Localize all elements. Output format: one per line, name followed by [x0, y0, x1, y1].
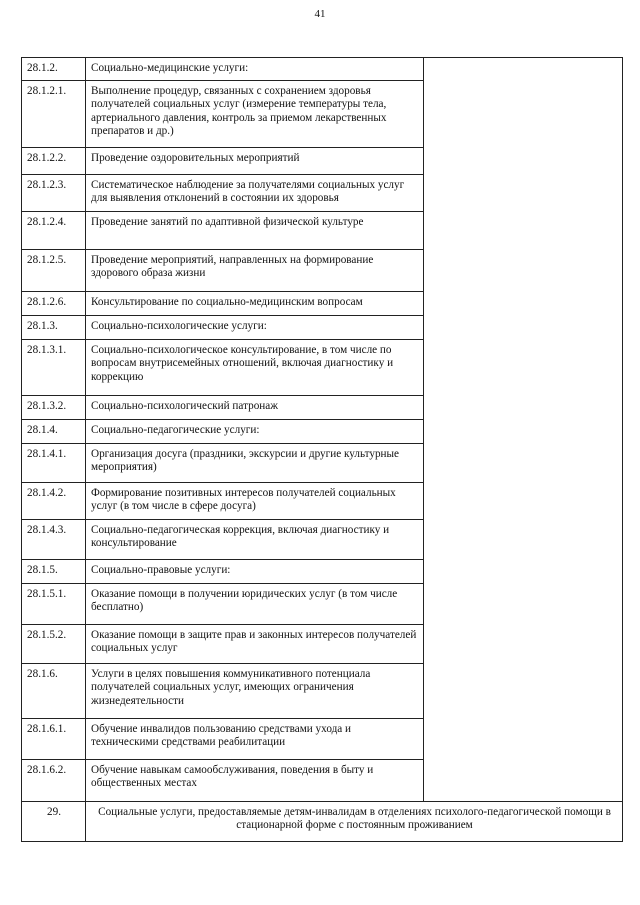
row-code: 28.1.3.1. — [22, 340, 86, 396]
row-code: 28.1.2.3. — [22, 175, 86, 212]
row-text: Социально-педагогические услуги: — [86, 420, 424, 444]
row-text: Социально-медицинские услуги: — [86, 58, 424, 81]
row-text: Оказание помощи в защите прав и законных интересов получателей социальных услуг — [86, 625, 424, 664]
row-text: Социально-психологический патронаж — [86, 396, 424, 420]
row-text: Социально-психологическое консультирование, в том числе по вопросам внутрисемейных отношений, включая диагностику и коррекцию — [86, 340, 424, 396]
row-code: 28.1.5.2. — [22, 625, 86, 664]
row-code: 28.1.2. — [22, 58, 86, 81]
section-code: 29. — [22, 802, 86, 842]
table-row — [22, 58, 623, 81]
row-code: 28.1.2.6. — [22, 292, 86, 316]
section-title: Социальные услуги, предоставляемые детям-инвалидам в отделениях психолого-педагогической помощи в стационарной форме с постоянным проживанием — [86, 802, 623, 842]
row-text: Проведение занятий по адаптивной физической культуре — [86, 212, 424, 250]
row-code: 28.1.4.1. — [22, 444, 86, 483]
row-text: Социально-педагогическая коррекция, включая диагностику и консультирование — [86, 520, 424, 560]
row-text: Социально-психологические услуги: — [86, 316, 424, 340]
row-text: Формирование позитивных интересов получателей социальных услуг (в том числе в сфере досуга) — [86, 483, 424, 520]
services-table — [21, 57, 623, 842]
row-text: Выполнение процедур, связанных с сохранением здоровья получателей социальных услуг (измерение температуры тела, артериального давления, контроль за приемом лекарственных препаратов и др.) — [86, 81, 424, 148]
row-code: 28.1.2.4. — [22, 212, 86, 250]
row-text: Организация досуга (праздники, экскурсии и другие культурные мероприятия) — [86, 444, 424, 483]
row-code: 28.1.4. — [22, 420, 86, 444]
row-code: 28.1.6.2. — [22, 760, 86, 802]
row-text: Социально-правовые услуги: — [86, 560, 424, 584]
row-code: 28.1.2.2. — [22, 148, 86, 175]
row-code: 28.1.3. — [22, 316, 86, 340]
row-text: Услуги в целях повышения коммуникативного потенциала получателей социальных услуг, имеющих ограничения жизнедеятельности — [86, 664, 424, 719]
row-code: 28.1.4.3. — [22, 520, 86, 560]
row-code: 28.1.6.1. — [22, 719, 86, 760]
row-code: 28.1.4.2. — [22, 483, 86, 520]
section-row — [22, 802, 623, 842]
row-text: Консультирование по социально-медицинским вопросам — [86, 292, 424, 316]
row-text: Проведение оздоровительных мероприятий — [86, 148, 424, 175]
row-text: Оказание помощи в получении юридических услуг (в том числе бесплатно) — [86, 584, 424, 625]
row-text: Проведение мероприятий, направленных на формирование здорового образа жизни — [86, 250, 424, 292]
row-text: Обучение навыкам самообслуживания, поведения в быту и общественных местах — [86, 760, 424, 802]
row-code: 28.1.6. — [22, 664, 86, 719]
row-code: 28.1.2.1. — [22, 81, 86, 148]
row-code: 28.1.3.2. — [22, 396, 86, 420]
empty-column — [424, 58, 623, 802]
row-text: Систематическое наблюдение за получателями социальных услуг для выявления отклонений в состоянии их здоровья — [86, 175, 424, 212]
row-code: 28.1.5. — [22, 560, 86, 584]
page-number: 41 — [314, 8, 326, 20]
row-code: 28.1.2.5. — [22, 250, 86, 292]
row-code: 28.1.5.1. — [22, 584, 86, 625]
row-text: Обучение инвалидов пользованию средствами ухода и техническими средствами реабилитации — [86, 719, 424, 760]
